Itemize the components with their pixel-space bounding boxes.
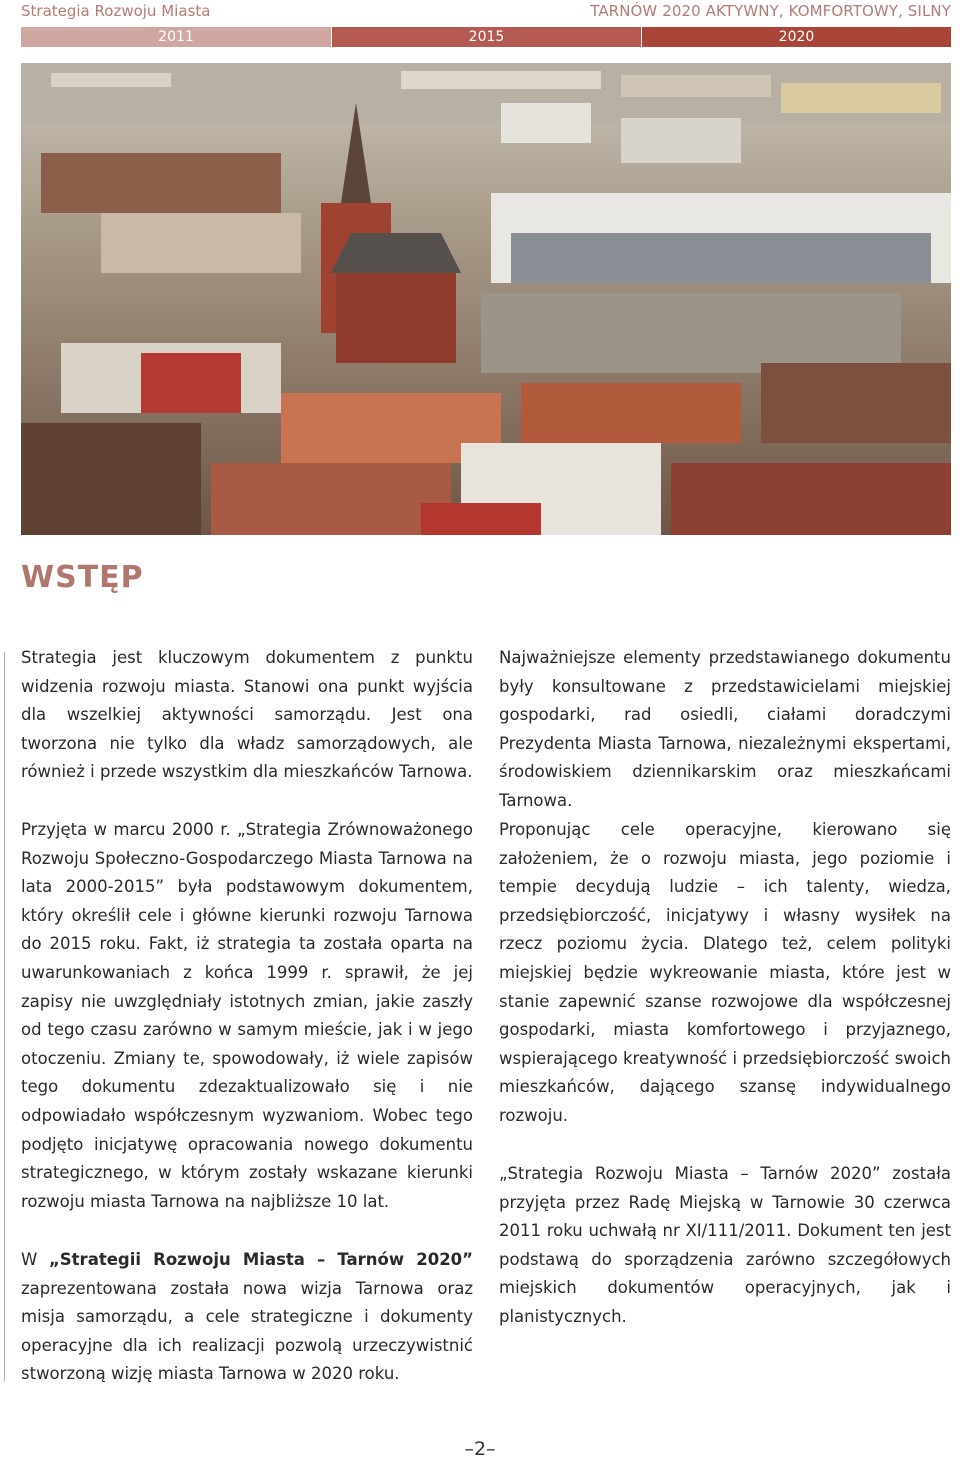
operational-goals-paragraph: Proponując cele operacyjne, kierowano się założeniem, że o rozwoju miasta, jego poziomie i tempie decydują ludzie – ich talenty, wiedza, przedsiębiorczość, inicjatywy i własny wysiłek na rzecz poziomu życia. Dlatego też, celem polityki miejskiej będzie wykreowanie miasta, które jest w stanie zapewnić szanse rozwojowe dla współczesnej gospodarki, miasta komfortowego i przyjaznego, wspierającego kreatywność i przedsiębiorczość swoich mieszkańców, dającego szansę indywidualnego rozwoju. bbox=[499, 820, 951, 1125]
city-panorama-photo bbox=[21, 63, 951, 535]
intro-paragraph-3-text: zaprezentowana została nowa wizja Tarnowa oraz misja samorządu, a cele strategiczne i dokumenty operacyjne dla ich realizacji pozwolą urzeczywistnić stworzoną wizję miasta Tarnowa w 2020 roku. bbox=[21, 1278, 473, 1384]
intro-paragraph-3 bbox=[21, 1246, 473, 1389]
section-title: WSTĘP bbox=[21, 560, 144, 595]
city-panorama-illustration bbox=[21, 63, 951, 535]
running-header-subtitle: TARNÓW 2020 AKTYWNY, KOMFORTOWY, SILNY bbox=[590, 2, 951, 20]
timeline-year-2015: 2015 bbox=[331, 27, 641, 47]
left-margin-rule bbox=[4, 652, 5, 1382]
adoption-paragraph: „Strategia Rozwoju Miasta – Tarnów 2020” została przyjęta przez Radę Miejską w Tarnowie 30 czerwca 2011 roku uchwałą nr XI/111/2011. Dokument ten jest podstawą do sporządzenia zarówno szczegółowych miejskich dokumentów operacyjnych, jak i planistycznych. bbox=[499, 1164, 951, 1326]
running-header-title: Strategia Rozwoju Miasta bbox=[21, 2, 211, 20]
strategy-title-bold: „Strategii Rozwoju Miasta – Tarnów 2020” bbox=[48, 1250, 474, 1269]
timeline-year-2020: 2020 bbox=[641, 27, 951, 47]
page-number: –2– bbox=[464, 1438, 496, 1460]
intro-paragraph-3-prefix: W bbox=[21, 1250, 49, 1269]
timeline-bar bbox=[21, 27, 951, 47]
intro-paragraph-1: Strategia jest kluczowym dokumentem z punktu widzenia rozwoju miasta. Stanowi ona punkt wyjścia dla wszelkiej aktywności samorządu. Jest ona tworzona nie tylko dla władz samorządowych, ale również i przede wszystkim dla mieszkańców Tarnowa. bbox=[21, 648, 473, 782]
intro-paragraph-2: Przyjęta w marcu 2000 r. „Strategia Zrównoważonego Rozwoju Społeczno-Gospodarczego Miasta Tarnowa na lata 2000-2015” była podstawowym dokumentem, który określił cele i główne kierunki rozwoju Tarnowa do 2015 roku. Fakt, iż strategia ta została oparta na uwarunkowaniach z końca 1999 r. sprawił, że jej zapisy nie uwzględniały istotnych zmian, jakie zaszły od tego czasu zarówno w samym mieście, jak i w jego otoczeniu. Zmiany te, spowodowały, iż wiele zapisów tego dokumentu zdezaktualizowało się i nie odpowiadało współczesnym wyzwaniom. Wobec tego podjęto inicjatywę opracowania nowego dokumentu strategicznego, w którym zostały wskazane kierunki rozwoju miasta Tarnowa na najbliższe 10 lat. bbox=[21, 820, 473, 1211]
timeline-year-2011: 2011 bbox=[21, 27, 331, 47]
consultation-paragraph: Najważniejsze elementy przedstawianego dokumentu były konsultowane z przedstawicielami miejskiej gospodarki, rad osiedli, ciałami doradczymi Prezydenta Miasta Tarnowa, niezależnymi ekspertami, środowiskiem dziennikarskim oraz mieszkańcami Tarnowa. bbox=[499, 648, 951, 810]
